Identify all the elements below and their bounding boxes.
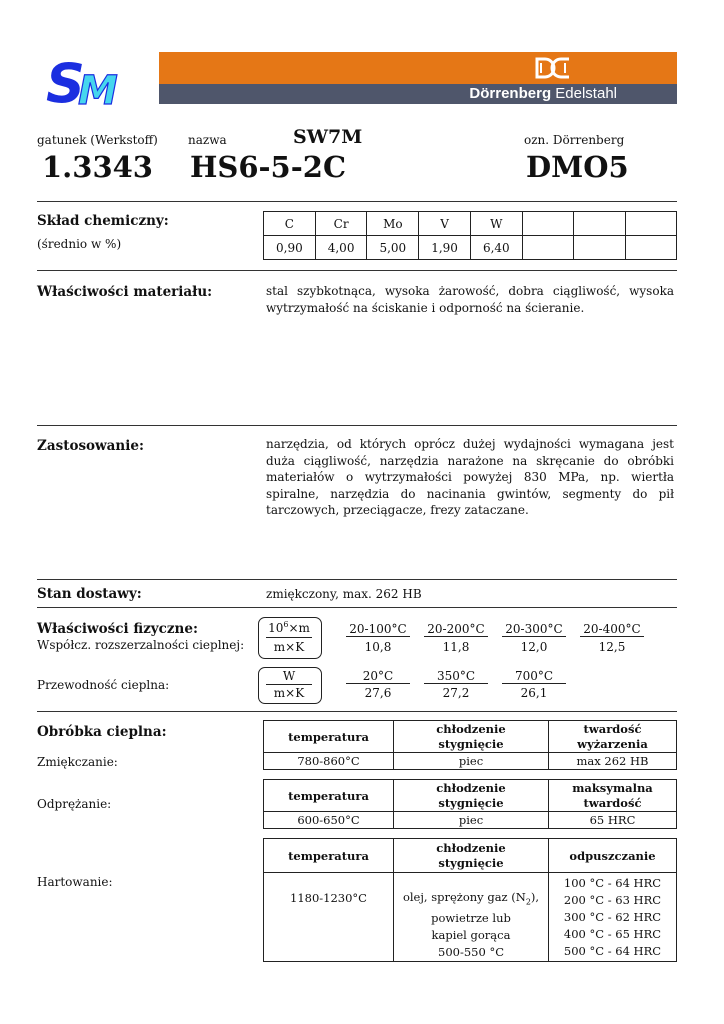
element-cell bbox=[522, 212, 573, 236]
conductivity-value: 26,1 bbox=[520, 686, 548, 700]
harden-cooling bbox=[394, 873, 549, 962]
composition-subtitle: (średnio w %) bbox=[37, 237, 122, 251]
conductivity-label: Przewodność cieplna: bbox=[37, 678, 170, 692]
stress-relief-label: Odprężanie: bbox=[37, 797, 112, 811]
conductivity-value: 27,2 bbox=[442, 686, 470, 700]
company-name-suffix: Edelstahl bbox=[555, 85, 617, 102]
header-cell bbox=[394, 721, 549, 753]
company-name bbox=[469, 85, 617, 102]
application-title: Zastosowanie: bbox=[37, 438, 144, 454]
value-cell bbox=[574, 236, 625, 260]
gatunek-label: gatunek (Werkstoff) bbox=[37, 133, 158, 147]
unit-base: 10 bbox=[268, 621, 284, 635]
element-cell: V bbox=[419, 212, 471, 236]
header-cell bbox=[394, 780, 549, 812]
conductivity-temp: 20°C bbox=[346, 669, 410, 684]
expansion-value: 11,8 bbox=[442, 640, 470, 654]
value-cell: 5,00 bbox=[367, 236, 419, 260]
harden-temperature: 1180-1230°C bbox=[264, 873, 394, 962]
expansion-label: Współcz. rozszerzalności cieplnej: bbox=[37, 638, 245, 652]
divider-1 bbox=[37, 201, 677, 202]
expansion-range: 20-200°C bbox=[424, 622, 488, 637]
cooling-line: powietrze lub bbox=[431, 911, 511, 926]
soft-annealing-table bbox=[263, 720, 677, 770]
tempering-line: 500 °C - 64 HRC bbox=[563, 943, 662, 958]
conductivity-temp: 700°C bbox=[502, 669, 566, 684]
header-line: twardość bbox=[583, 795, 642, 810]
header-cell bbox=[549, 780, 677, 812]
doerrenberg-dc-icon bbox=[535, 57, 571, 79]
header-cell: temperatura bbox=[264, 839, 394, 873]
divider-6 bbox=[37, 711, 677, 712]
heat-treatment-title: Obróbka cieplna: bbox=[37, 724, 167, 740]
header-cell: temperatura bbox=[264, 780, 394, 812]
value-cell: 0,90 bbox=[264, 236, 316, 260]
hardening-label: Hartowanie: bbox=[37, 875, 113, 889]
header-line: twardość bbox=[583, 721, 642, 736]
sm-logo-graphic bbox=[44, 52, 128, 110]
conductivity-temp: 350°C bbox=[424, 669, 488, 684]
divider-4 bbox=[37, 579, 677, 580]
header-cell bbox=[549, 721, 677, 753]
expansion-value: 12,0 bbox=[520, 640, 548, 654]
element-cell: C bbox=[264, 212, 316, 236]
properties-title: Właściwości materiału: bbox=[37, 284, 213, 300]
value-cell: piec bbox=[394, 812, 549, 829]
header-orange-bar bbox=[159, 52, 677, 84]
nazwa-label: nazwa bbox=[188, 133, 227, 147]
value-cell: 6,40 bbox=[470, 236, 522, 260]
conductivity-value: 27,6 bbox=[364, 686, 392, 700]
unit-exp: 6 bbox=[283, 620, 289, 629]
unit-fraction-line bbox=[266, 684, 312, 685]
tempering-line: 400 °C - 65 HRC bbox=[563, 926, 662, 941]
value-cell: 600-650°C bbox=[264, 812, 394, 829]
expansion-unit-top bbox=[260, 620, 318, 635]
physical-title: Właściwości fizyczne: bbox=[37, 621, 198, 637]
cooling-line: olej, sprężony gaz (N bbox=[402, 890, 526, 904]
header-line: chłodzenie bbox=[436, 721, 506, 736]
header-cell bbox=[394, 839, 549, 873]
element-cell bbox=[625, 212, 676, 236]
composition-table bbox=[263, 211, 677, 260]
element-cell: W bbox=[470, 212, 522, 236]
expansion-value: 12,5 bbox=[598, 640, 626, 654]
header-slate-bar bbox=[159, 84, 677, 104]
expansion-value: 10,8 bbox=[364, 640, 392, 654]
oznacz-label: ozn. Dörrenberg bbox=[524, 133, 625, 147]
header-line: chłodzenie bbox=[436, 780, 506, 795]
divider-3 bbox=[37, 425, 677, 426]
header-line: stygnięcie bbox=[438, 855, 504, 870]
steel-grade-name: HS6-5-2C bbox=[190, 150, 347, 184]
soft-annealing-label: Zmiękczanie: bbox=[37, 755, 118, 769]
conductivity-unit-top: W bbox=[282, 669, 296, 683]
delivery-value: zmiękczony, max. 262 HB bbox=[266, 587, 422, 601]
header-line: chłodzenie bbox=[436, 840, 506, 855]
expansion-range: 20-100°C bbox=[346, 622, 410, 637]
delivery-title: Stan dostawy: bbox=[37, 586, 142, 602]
cooling-line: kapiel gorąca bbox=[431, 928, 511, 943]
value-cell: piec bbox=[394, 753, 549, 770]
header-cell: temperatura bbox=[264, 721, 394, 753]
tempering-line: 300 °C - 62 HRC bbox=[563, 909, 662, 924]
value-cell bbox=[522, 236, 573, 260]
cooling-line: 500-550 °C bbox=[438, 945, 504, 960]
element-cell: Cr bbox=[315, 212, 367, 236]
divider-2 bbox=[37, 270, 677, 271]
header-line: maksymalna bbox=[572, 780, 653, 795]
sm-logo bbox=[44, 52, 128, 110]
element-cell: Mo bbox=[367, 212, 419, 236]
sw7m-name: SW7M bbox=[293, 126, 363, 148]
cooling-line-end: ), bbox=[530, 890, 540, 904]
divider-5 bbox=[37, 607, 677, 608]
value-cell bbox=[625, 236, 676, 260]
composition-title: Skład chemiczny: bbox=[37, 213, 169, 229]
header-line: stygnięcie bbox=[438, 795, 504, 810]
value-cell: 65 HRC bbox=[549, 812, 677, 829]
expansion-unit-bottom: m×K bbox=[273, 640, 305, 654]
header-line: wyżarzenia bbox=[577, 736, 648, 751]
unit-rest: ×m bbox=[288, 621, 310, 635]
header-line: stygnięcie bbox=[438, 736, 504, 751]
sm-logo-s: S bbox=[46, 52, 85, 110]
cooling-subscript: 2 bbox=[525, 897, 531, 907]
conductivity-unit-bottom: m×K bbox=[273, 686, 305, 700]
sm-logo-m: M bbox=[78, 68, 118, 110]
stress-relief-table bbox=[263, 779, 677, 829]
hardening-table bbox=[263, 838, 677, 962]
value-cell: 4,00 bbox=[315, 236, 367, 260]
tempering-cell bbox=[549, 873, 677, 962]
value-cell: 780-860°C bbox=[264, 753, 394, 770]
value-cell: 1,90 bbox=[419, 236, 471, 260]
doerrenberg-code: DMO5 bbox=[526, 150, 629, 184]
expansion-range: 20-400°C bbox=[580, 622, 644, 637]
properties-text: stal szybkotnąca, wysoka żarowość, dobra ciągliwość, wysoka wytrzymałość na ściskanie i odporność na ścieranie. bbox=[266, 284, 674, 315]
value-cell: max 262 HB bbox=[549, 753, 677, 770]
tempering-line: 200 °C - 63 HRC bbox=[563, 892, 662, 907]
company-name-bold: Dörrenberg bbox=[469, 85, 552, 102]
unit-fraction-line bbox=[266, 637, 312, 638]
application-text: narzędzia, od których oprócz dużej wydajności wymagana jest duża ciągliwość, narzędzia narażone na skręcanie do obróbki materiałów o wytrzymałości powyżej 830 MPa, np. wiertła spiralne, narzędzia do nacinania gwintów, segmenty do pił tarczowych, przeciągacze, frezy zataczane. bbox=[266, 437, 674, 517]
tempering-line: 100 °C - 64 HRC bbox=[563, 875, 662, 890]
header-cell: odpuszczanie bbox=[549, 839, 677, 873]
werkstoff-number: 1.3343 bbox=[42, 150, 153, 184]
expansion-range: 20-300°C bbox=[502, 622, 566, 637]
element-cell bbox=[574, 212, 625, 236]
